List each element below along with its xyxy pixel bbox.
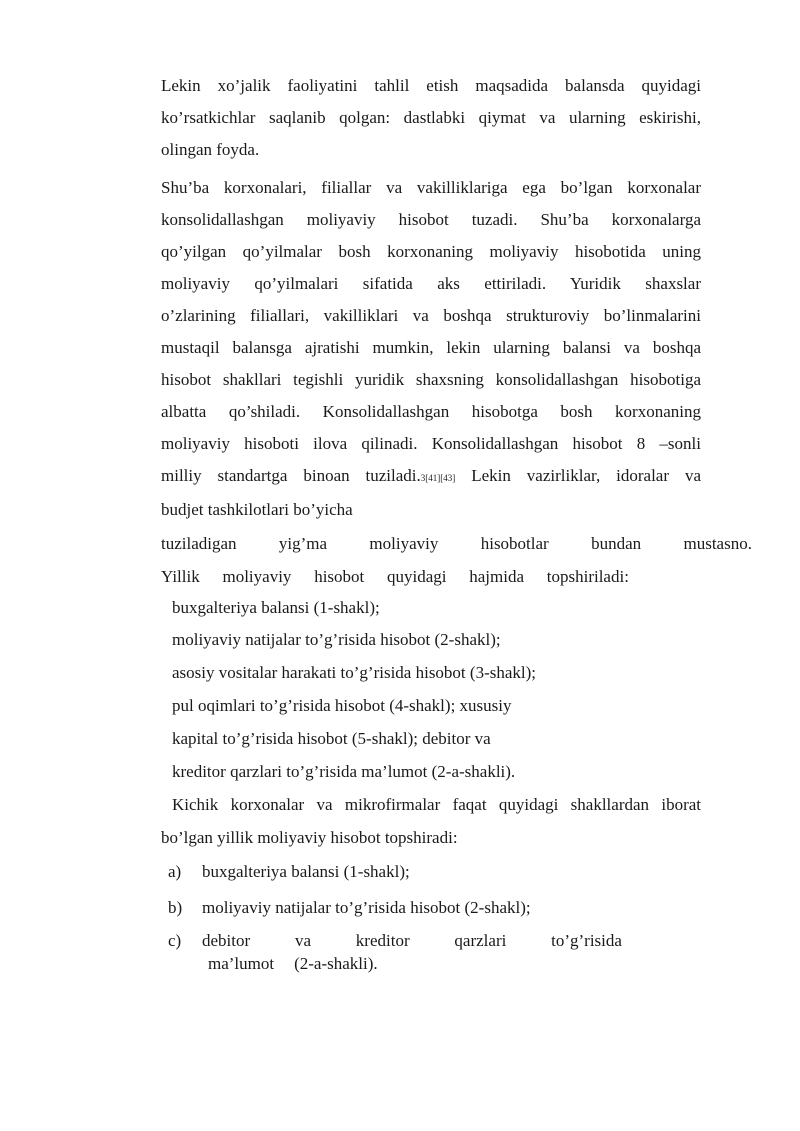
text-line-annual-report <box>161 561 629 593</box>
word: Yillik <box>161 567 200 586</box>
text-line-spread <box>161 528 752 560</box>
list-item-a <box>168 856 410 888</box>
text-line: moliyaviy hisoboti ilova qilinadi. Konsolidallashgan hisobot 8 –sonli <box>161 434 701 453</box>
text-fragment: milliy standartga binoan tuziladi. <box>161 466 421 485</box>
text-line <box>161 460 701 494</box>
paragraph-consolidated-reporting <box>161 172 701 526</box>
form-item: kapital to’g’risida hisobot (5-shakl); debitor va <box>172 729 491 748</box>
form-item: asosiy vositalar harakati to’g’risida hisobot (3-shakl); <box>172 663 536 682</box>
reference-marker: 3[41][43] <box>420 473 456 483</box>
form-item: kreditor qarzlari to’g’risida ma’lumot (2-a-shakli). <box>172 762 516 781</box>
word: debitor <box>202 931 251 950</box>
word: hisobot <box>314 567 365 586</box>
word: to’g’risida <box>551 931 622 950</box>
list-marker: c) <box>168 931 182 950</box>
text-line: konsolidallashgan moliyaviy hisobot tuzadi. Shu’ba korxonalarga <box>161 210 701 229</box>
text-line: ko’rsatkichlar saqlanib qolgan: dastlabki qiymat va ularning eskirishi, <box>161 108 701 127</box>
word: hisobotlar <box>480 534 549 553</box>
word: topshiriladi: <box>546 567 629 586</box>
text-line: Kichik korxonalar va mikrofirmalar faqat quyidagi shakllardan iborat <box>172 795 701 814</box>
list-marker: b) <box>168 898 183 917</box>
text-line: hisobot shakllari tegishli yuridik shaxsning konsolidallashgan hisobotiga <box>161 370 701 389</box>
word: quyidagi <box>387 567 447 586</box>
word: kreditor <box>355 931 410 950</box>
form-item: buxgalteriya balansi (1-shakl); <box>172 598 380 617</box>
word: qarzlari <box>454 931 507 950</box>
word: moliyaviy <box>369 534 439 553</box>
paragraph-small-enterprises <box>172 789 701 821</box>
word: bundan <box>591 534 642 553</box>
text-line: Lekin xo’jalik faoliyatini tahlil etish maqsadida balansda quyidagi <box>161 76 701 95</box>
word: va <box>294 931 311 950</box>
list-marker: a) <box>168 862 182 881</box>
list-item-text: buxgalteriya balansi (1-shakl); <box>202 862 410 881</box>
word: (2-a-shakli). <box>294 954 378 973</box>
list-item-c-continuation <box>208 954 378 974</box>
text-line: moliyaviy qo’yilmalari sifatida aks ettiriladi. Yuridik shaxslar <box>161 274 701 293</box>
text-line: mustaqil balansga ajratishi mumkin, lekin ularning balansi va boshqa <box>161 338 701 357</box>
text-line: o’zlarining filiallari, vakilliklari va boshqa strukturoviy bo’linmalarini <box>161 306 701 325</box>
list-item-c <box>168 925 623 957</box>
word: tuziladigan <box>161 534 237 553</box>
text-fragment: Lekin vazirliklar, idoralar va <box>471 466 701 485</box>
text-line: qo’yilgan qo’yilmalar bosh korxonaning moliyaviy hisobotida uning <box>161 242 701 261</box>
word: moliyaviy <box>222 567 292 586</box>
form-item: pul oqimlari to’g’risida hisobot (4-shakl); xususiy <box>172 696 512 715</box>
text-line: budjet tashkilotlari bo’yicha <box>161 500 353 519</box>
paragraph-balance-indicators <box>161 70 701 166</box>
text-line: Shu’ba korxonalari, filiallar va vakilliklariga ega bo’lgan korxonalar <box>161 178 701 197</box>
word: yig’ma <box>278 534 328 553</box>
word: hajmida <box>469 567 525 586</box>
list-item-text: moliyaviy natijalar to’g’risida hisobot (2-shakl); <box>202 898 531 917</box>
text-line: albatta qo’shiladi. Konsolidallashgan hisobotga bosh korxonaning <box>161 402 701 421</box>
list-item-words <box>202 925 622 957</box>
text-line: olingan foyda. <box>161 140 260 159</box>
word: mustasno. <box>683 534 752 553</box>
form-item: moliyaviy natijalar to’g’risida hisobot (2-shakl); <box>172 630 501 649</box>
text-line: bo’lgan yillik moliyaviy hisobot topshiradi: <box>161 828 458 847</box>
word: ma’lumot <box>208 954 275 973</box>
list-item-b <box>168 892 531 924</box>
